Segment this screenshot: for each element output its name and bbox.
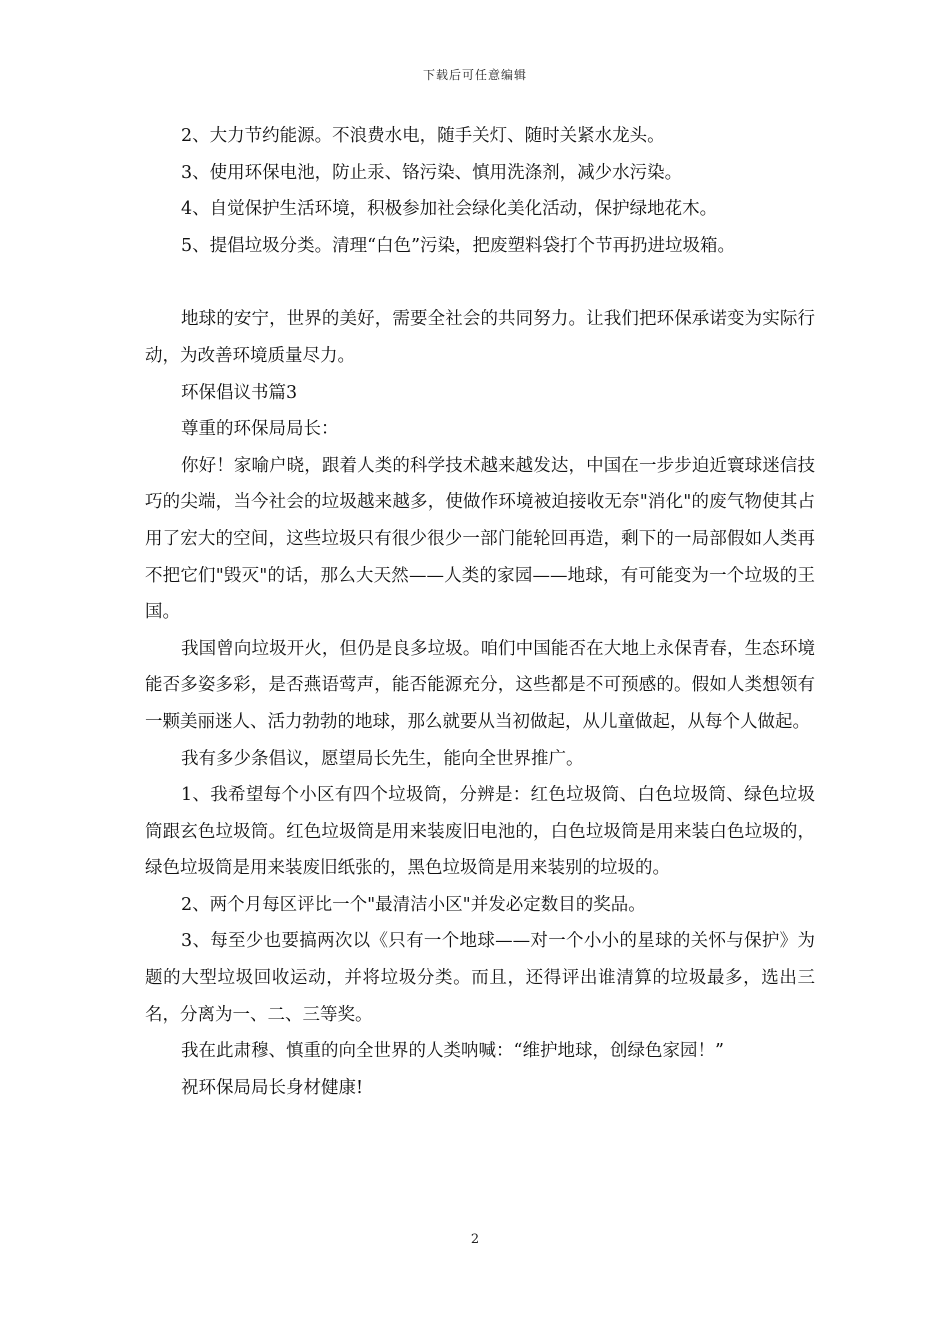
page-number: 2 xyxy=(470,1232,480,1247)
page-header: 下载后可任意编辑 xyxy=(422,68,527,82)
paragraph-1: 2、大力节约能源。不浪费水电，随手关灯、随时关紧水龙头。 xyxy=(181,126,665,146)
paragraph-5: 地球的安宁，世界的美好，需要全社会的共同努力。让我们把环保承诺变为实际行动，为改善环境质量尽力。 xyxy=(145,309,815,366)
paragraph-10: 我有多少条倡议，愿望局长先生，能向全世界推广。 xyxy=(181,748,584,769)
document-body xyxy=(145,118,815,1106)
paragraph-3: 4、自觉保护生活环境，积极参加社会绿化美化活动，保护绿地花木。 xyxy=(181,199,718,220)
paragraph-14: 我在此肃穆、慎重的向全世界的人类呐喊：“维护地球，创绿色家园！” xyxy=(181,1041,724,1062)
section-title: 环保倡议书篇3 xyxy=(181,382,298,403)
paragraph-4: 5、提倡垃圾分类。清理“白色”污染，把废塑料袋打个节再扔进垃圾箱。 xyxy=(181,235,736,256)
paragraph-2: 3、使用环保电池，防止汞、铬污染、慎用洗涤剂，减少水污染。 xyxy=(181,162,683,183)
paragraph-12: 2、两个月每区评比一个"最清洁小区"并发必定数目的奖品。 xyxy=(181,894,646,915)
paragraph-9: 我国曾向垃圾开火，但仍是良多垃圾。咱们中国能否在大地上永保青春，生态环境能否多姿多彩，是否燕语莺声，能否能源充分，这些都是不可预感的。假如人类想领有一颗美丽迷人、活力勃勃的地球，那么就要从当初做起，从儿童做起，从每个人做起。 xyxy=(145,638,815,732)
paragraph-8: 你好！家喻户晓，跟着人类的科学技术越来越发达，中国在一步步迫近寰球迷信技巧的尖端，当今社会的垃圾越来越多，使做作环境被迫接收无奈"消化"的废气物使其占用了宏大的空间，这些垃圾只有很少很少一部门能轮回再造，剩下的一局部假如人类再不把它们"毁灭"的话，那么大天然——人类的家园——地球，有可能变为一个垃圾的王国。 xyxy=(145,455,815,623)
paragraph-11: 1、我希望每个小区有四个垃圾筒，分辨是：红色垃圾筒、白色垃圾筒、绿色垃圾筒跟玄色垃圾筒。红色垃圾筒是用来装废旧电池的，白色垃圾筒是用来装白色垃圾的，绿色垃圾筒是用来装废旧纸张的，黑色垃圾筒是用来装别的垃圾的。 xyxy=(145,785,815,879)
closing-wish: 祝环保局局长身材健康! xyxy=(181,1077,364,1098)
paragraph-13: 3、每至少也要搞两次以《只有一个地球——对一个小小的星球的关怀与保护》为题的大型垃圾回收运动，并将垃圾分类。而且，还得评出谁清算的垃圾最多，选出三名，分离为一、二、三等奖。 xyxy=(145,931,815,1025)
salutation: 尊重的环保局局长： xyxy=(181,419,339,440)
